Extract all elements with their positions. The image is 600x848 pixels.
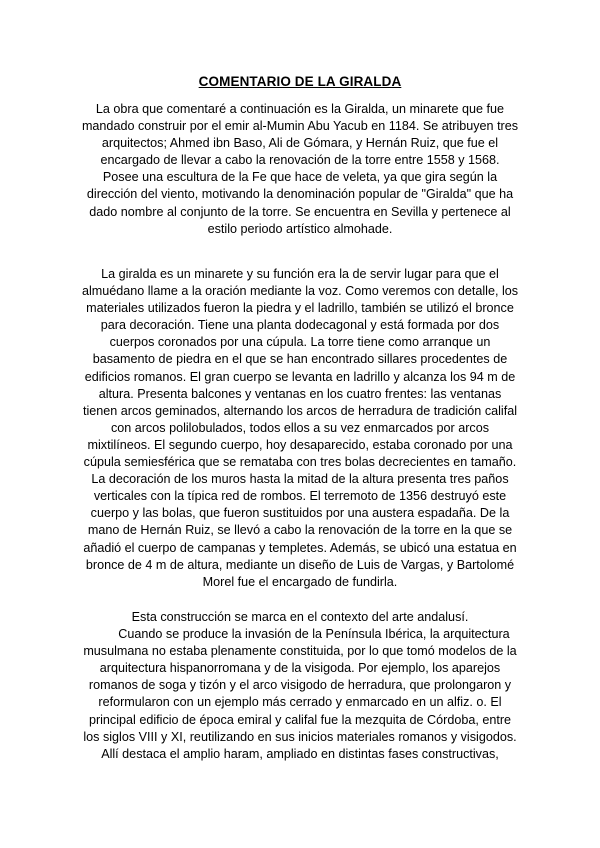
text-line: cuerpos coronados por una cúpula. La torre tiene como arranque un: [109, 335, 491, 350]
text-line: cuerpo y las bolas, que fueron sustituidos por una austera espadaña. De la: [90, 506, 510, 521]
text-line: estilo periodo artístico almohade.: [207, 221, 393, 236]
text-line: Allí destaca el amplio haram, ampliado en distintas fases constructivas,: [101, 746, 499, 761]
text-line: musulmana no estaba plenamente constituida, por lo que tomó modelos de la: [83, 644, 517, 659]
text-line: arquitectos; Ahmed ibn Baso, Ali de Gómara, y Hernán Ruiz, que fue el: [101, 136, 499, 151]
text-line: dado nombre al conjunto de la torre. Se encuentra en Sevilla y pertenece al: [89, 204, 511, 219]
text-line: añadió el cuerpo de campanas y templetes. Además, se ubicó una estatua en: [83, 540, 517, 555]
text-line: La giralda es un minarete y su función era la de servir lugar para que el: [101, 267, 499, 281]
text-line: los siglos VIII y XI, reutilizando en sus inicios materiales romanos y visigodos.: [83, 729, 517, 744]
text-line: verticales con la típica red de rombos. El terremoto de 1356 destruyó este: [93, 489, 507, 504]
document-title: COMENTARIO DE LA GIRALDA: [198, 74, 402, 89]
text-line: para decoración. Tiene una planta dodecagonal y está formada por dos: [100, 318, 500, 333]
text-line: arquitectura hispanorromana y de la visigoda. Por ejemplo, los aparejos: [99, 661, 501, 676]
text-line: cúpula semiesférica que se remataba con tres bolas decrecientes en tamaño.: [83, 455, 517, 470]
paragraph-1: [74, 101, 526, 238]
text-line: almuédano llame a la oración mediante la voz. Como veremos con detalle, los: [81, 284, 519, 299]
text-line: encargado de llevar a cabo la renovación de la torre entre 1558 y 1568.: [100, 153, 500, 168]
text-line: bronce de 4 m de altura, mediante un diseño de Luis de Vargas, y Bartolomé: [85, 557, 515, 572]
text-line: basamento de piedra en el que se han encontrado sillares procedentes de: [92, 352, 508, 367]
text-line: reformularon con un ejemplo más cerrado y enmarcado en un alfiz. o. El: [98, 695, 502, 710]
text-line: romanos de soga y tizón y el arco visigodo de herradura, que prolongaron y: [88, 678, 512, 693]
text-line: Posee una escultura de la Fe que hace de veleta, ya que gira según la: [102, 170, 498, 185]
text-line: La decoración de los muros hasta la mitad de la altura presenta tres paños: [91, 472, 509, 487]
paragraph-3: [74, 609, 526, 763]
text-line: con arcos polilobulados, todos ellos a su vez enmarcados por arcos: [110, 420, 490, 435]
text-line: Cuando se produce la invasión de la Península Ibérica, la arquitectura: [90, 627, 510, 642]
text-line: Morel fue el encargado de fundirla.: [202, 574, 398, 589]
text-line: mano de Hernán Ruiz, se llevó a cabo la renovación de la torre en la que se: [87, 523, 513, 538]
text-line: dirección del viento, motivando la denominación popular de "Giralda" que ha: [86, 187, 514, 202]
text-line: mixtilíneos. El segundo cuerpo, hoy desaparecido, estaba coronado por una: [87, 437, 513, 452]
text-line: La obra que comentaré a continuación es la Giralda, un minarete que fue: [95, 102, 505, 116]
text-line: mandado construir por el emir al-Mumin Abu Yacub en 1184. Se atribuyen tres: [81, 119, 519, 134]
paragraph-2: [74, 266, 526, 591]
text-line: tienen arcos geminados, alternando los arcos de herradura de tradición califal: [82, 403, 518, 418]
text-line: edificios romanos. El gran cuerpo se levanta en ladrillo y alcanza los 94 m de: [84, 369, 516, 384]
text-line: Esta construcción se marca en el contexto del arte andalusí.: [131, 610, 469, 624]
text-line: principal edificio de época emiral y califal fue la mezquita de Córdoba, entre: [88, 712, 512, 727]
text-line: materiales utilizados fueron la piedra y el ladrillo, también se utilizó el bronce: [86, 301, 514, 316]
text-line: altura. Presenta balcones y ventanas en los cuatro frentes: las ventanas: [98, 386, 502, 401]
